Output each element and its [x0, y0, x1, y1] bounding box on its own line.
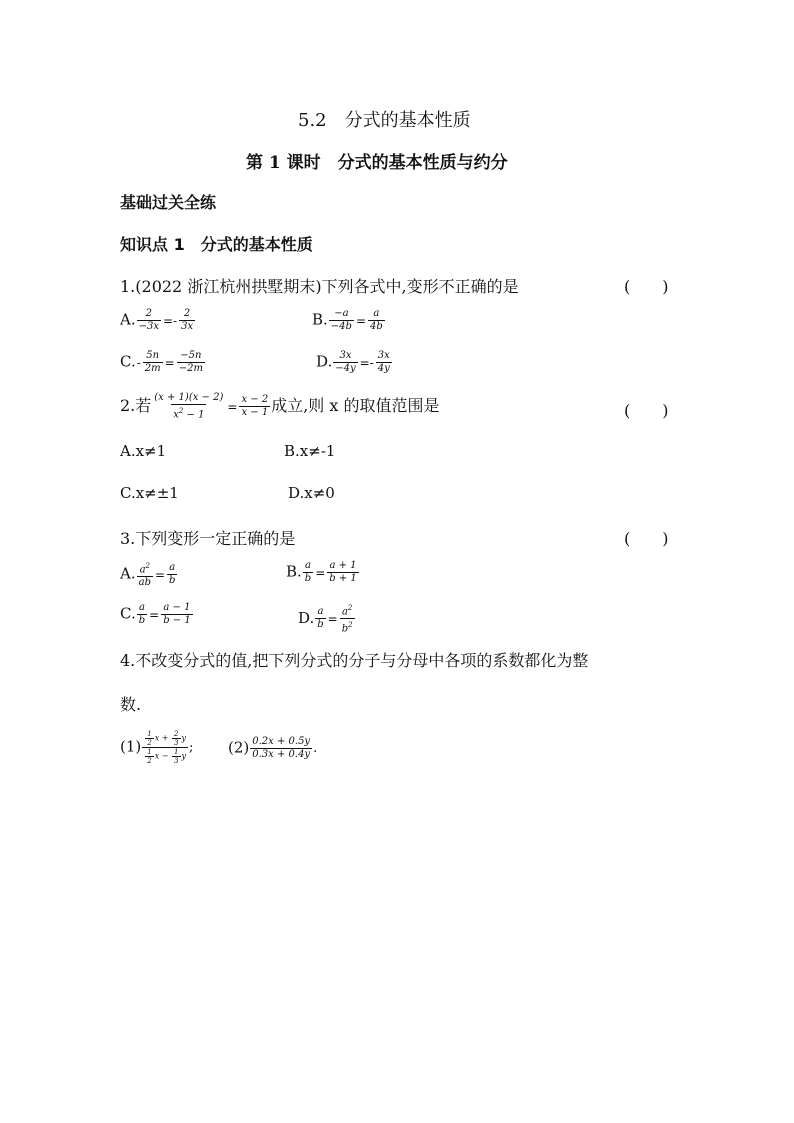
question-1-stem: 1.(2022 浙江杭州拱墅期末)下列各式中,变形不正确的是	[120, 277, 519, 296]
fraction: $\frac{a^2}{b^2}$	[341, 604, 353, 635]
stem-text: 成立,则 x 的取值范围是	[271, 396, 440, 416]
stem-text: 2.若	[120, 396, 152, 416]
fraction: $\frac{2}{3x}$	[181, 308, 194, 332]
q2-option-b: B.x≠-1	[284, 442, 336, 460]
lesson-subtitle: 第 1 课时 分式的基本性质与约分	[246, 153, 508, 173]
q2-option-c: C.x≠±1	[120, 484, 179, 502]
q1-option-d: D. $\frac{3x}{-4y}$ =- $\frac{3x}{4y}$	[316, 350, 390, 374]
option-label: B.	[286, 562, 302, 581]
page-title: 5.2 分式的基本性质	[298, 110, 471, 131]
fraction: $\frac{a}{b}$	[317, 606, 324, 631]
fraction: $\frac{a}{b}$	[138, 602, 146, 626]
q3-option-b: B. $\frac{a}{b}$ = $\frac{a + 1}{b + 1}$	[286, 560, 357, 584]
option-label: C.	[120, 352, 136, 371]
fraction: $\frac{(x + 1)(x - 2)}{x^2 - 1}$	[154, 392, 224, 421]
fraction: $\frac{-5n}{-2m}$	[178, 350, 203, 374]
section-heading: 基础过关全练	[120, 193, 217, 212]
q3-option-a: A. $\frac{a^2}{ab}$ = $\frac{a}{b}$	[120, 562, 176, 589]
fraction: $\frac{a + 1}{b + 1}$	[329, 560, 357, 584]
option-label: A.	[120, 564, 136, 583]
knowledge-point-heading: 知识点 1 分式的基本性质	[120, 235, 313, 254]
fraction: $\frac{5n}{2m}$	[144, 350, 161, 374]
fraction: $\frac{0.2x + 0.5y}{0.3x + 0.4y}$	[252, 736, 311, 760]
option-label: D.	[316, 352, 333, 371]
q1-option-b: B. $\frac{-a}{-4b}$ = $\frac{a}{4b}$	[312, 308, 383, 332]
option-label: D.	[298, 608, 315, 627]
fraction: $\frac{2}{-3x}$	[138, 308, 159, 332]
part-label: (1)	[120, 737, 142, 756]
option-label: A.	[120, 310, 136, 329]
part-label: (2)	[228, 738, 250, 757]
question-3-stem: 3.下列变形一定正确的是	[120, 529, 296, 548]
answer-bracket-3: ( )	[624, 529, 669, 548]
option-label: C.	[120, 604, 136, 623]
fraction: $\frac{x - 2}{x - 1}$	[241, 394, 269, 419]
fraction: $\frac{3x}{-4y}$	[335, 350, 356, 374]
q4-part-2: (2) $\frac{0.2x + 0.5y}{0.3x + 0.4y}$ .	[228, 736, 318, 760]
answer-bracket-2: ( )	[624, 401, 669, 420]
fraction: $\frac{-a}{-4b}$	[330, 308, 352, 332]
q4-part-1: (1) $\frac{1}{2}$ x + $\frac{2}{3}$ y $\frac{1}{2}$ x − $\frac{1}{3}$ y ;	[120, 730, 194, 765]
answer-bracket-1: ( )	[624, 277, 669, 296]
fraction: $\frac{a^2}{ab}$	[138, 562, 151, 589]
question-2-stem: 2.若 $\frac{(x + 1)(x - 2)}{x^2 - 1}$ = $\frac{x - 2}{x - 1}$ 成立,则 x 的取值范围是	[120, 392, 440, 421]
fraction: $\frac{1}{2}$ x + $\frac{2}{3}$ y $\frac{1}{2}$ x − $\frac{1}{3}$ y	[142, 730, 188, 765]
q3-option-c: C. $\frac{a}{b}$ = $\frac{a - 1}{b - 1}$	[120, 602, 191, 626]
q2-option-a: A.x≠1	[120, 442, 167, 460]
question-4-stem-line2: 数.	[120, 695, 142, 714]
q2-option-d: D.x≠0	[288, 484, 335, 502]
q1-option-c: C.- $\frac{5n}{2m}$ = $\frac{-5n}{-2m}$	[120, 350, 203, 374]
fraction: $\frac{a}{b}$	[304, 560, 312, 584]
fraction: $\frac{a}{b}$	[169, 562, 176, 587]
question-4-stem-line1: 4.不改变分式的值,把下列分式的分子与分母中各项的系数都化为整	[120, 651, 589, 670]
fraction: $\frac{a - 1}{b - 1}$	[163, 602, 191, 626]
fraction: $\frac{3x}{4y}$	[377, 350, 390, 374]
fraction: $\frac{a}{4b}$	[370, 308, 383, 332]
q3-option-d: D. $\frac{a}{b}$ = $\frac{a^2}{b^2}$	[298, 604, 353, 635]
option-label: B.	[312, 310, 328, 329]
q1-option-a: A. $\frac{2}{-3x}$ =- $\frac{2}{3x}$	[120, 308, 194, 332]
